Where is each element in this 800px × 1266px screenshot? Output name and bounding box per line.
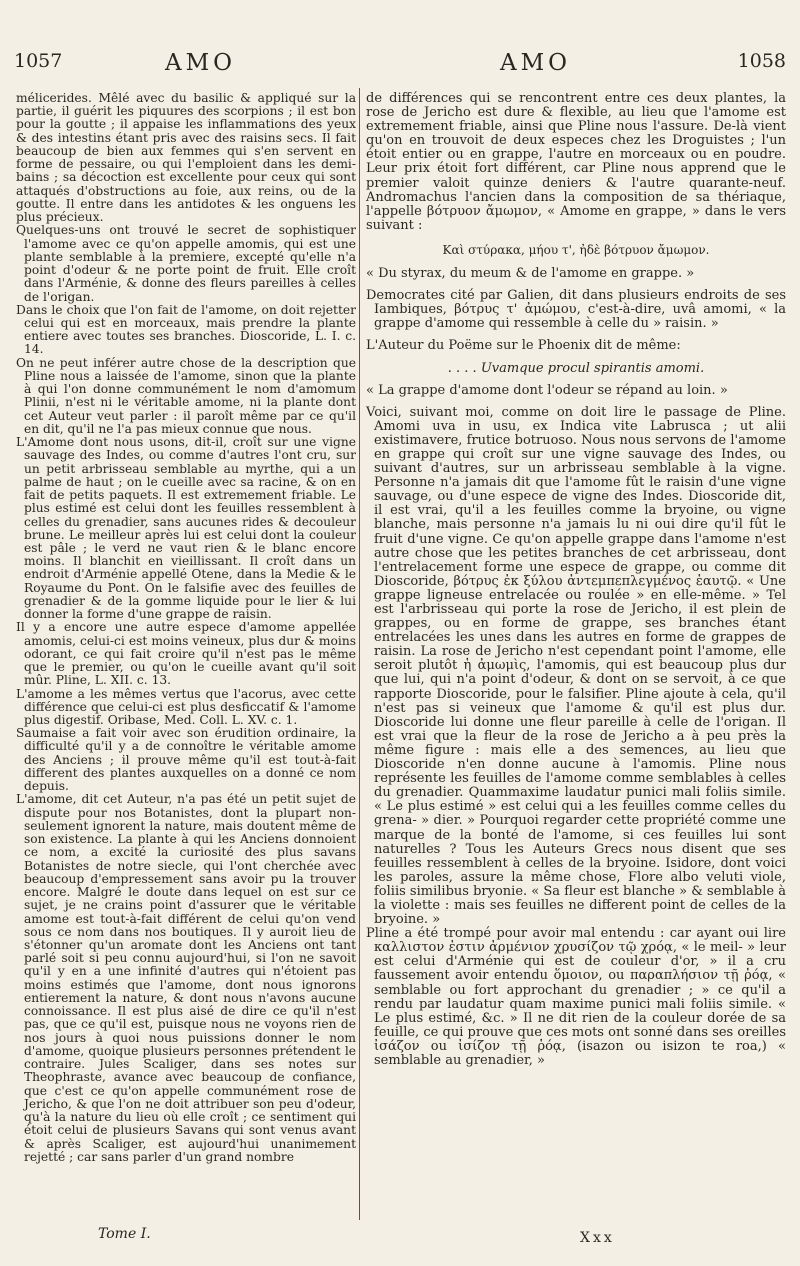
running-head-right: AMO (500, 50, 572, 76)
paragraph: mélicerides. Mêlé avec du basilic & appliqué sur la partie, il guérit les piquures des scorpions ; il est bon pour la goutte ; il appaise les inflammations des yeux & des intestins étant pris avec des raisins secs. Il fait beaucoup de bien aux femmes qui s'en servent en forme de pessaire, ou qui l'emploient dans les demi-bains ; sa décoction est excellente pour ceux qui sont attaqués d'obstructions au foie, aux reins, ou de la goutte. Il entre dans les antidotes & les onguens les plus précieux. (16, 91, 356, 225)
signature-mark: Xxx (580, 1230, 615, 1246)
paragraph: Saumaise a fait voir avec son érudition ordinaire, la difficulté qu'il y a de connoître le véritable amome des Anciens ; il prouve même qu'il est tout-à-fait different des plantes auxquelles on a donné ce nom depuis. (16, 726, 356, 794)
right-column (366, 92, 786, 1068)
page-header (0, 50, 800, 90)
paragraph: On ne peut inférer autre chose de la description que Pline nous a laissée de l'amome, sinon que la plante à qui l'on donne communément le nom d'amomum Plinii, n'est ni le véritable amome, ni la plante dont cet Auteur veut parler : il paroît même par ce qu'il en dit, qu'il ne l'a pas mieux connue que nous. (16, 355, 356, 436)
page-footer (0, 1226, 800, 1256)
paragraph: Democrates cité par Galien, dit dans plusieurs endroits de ses Iambiques, βότρυς τ' ἀμώμου, c'est-à-dire, uvâ amomi, « la grappe d'amome qui ressemble à celle du » raisin. » (366, 288, 786, 332)
latin-verse: . . . . Uvamque procul spirantis amomi. (447, 360, 705, 376)
paragraph: Quelques-uns ont trouvé le secret de sophistiquer l'amome avec ce qu'on appelle amomis, qui est une plante semblable à la premiere, excepté qu'elle n'a point d'odeur & ne porte point de fruit. Elle croît dans l'Arménie, & donne des fleurs pareilles à celles de l'origan. (16, 223, 356, 304)
paragraph: de différences qui se rencontrent entre ces deux plantes, la rose de Jericho est dure & flexible, au lieu que l'amome est extremement friable, ainsi que Pline nous l'assure. De-là vient qu'on en trouvoit de deux especes chez les Droguistes ; l'un étoit entier ou en grappe, l'autre en morceaux ou en poudre. Leur prix étoit fort différent, car Pline nous apprend que le premier valoit quinze deniers & l'autre quarante-neuf. Andromachus l'ancien dans la composition de sa thériaque, l'appelle βότρυον ἄμωμον, « Amome en grappe, » dans le vers suivant : (366, 91, 786, 233)
paragraph: Voici, suivant moi, comme on doit lire le passage de Pline. Amomi uva in usu, ex Indica vite Labrusca ; ut alii existimavere, frutice botruoso. Nous nous servons de l'amome en grappe qui croît sur une vigne sauvage des Indes, ou suivant d'autres, sur un arbrisseau semblable à la vigne. Personne n'a jamais dit que l'amome fût le raisin d'une vigne sauvage, ou d'une espece de vigne des Indes. Dioscoride dit, il est vrai, qu'il a les feuilles comme la bryoine, ou vigne blanche, mais personne n'a jamais lu ni oui dire qu'il fût le fruit d'une vigne. Ce qu'on appelle grappe dans l'amome n'est autre chose que les petites branches de cet arbrisseau, dont l'entrelacement forme une espece de grappe, ou comme dit Dioscoride, βότρυς ἐκ ξύλου ἀντεμπεπλεγμένος ἑαυτῷ. « Une grappe ligneuse entrelacée ou roulée » en elle-même. » Tel est l'arbrisseau qui porte la rose de Jericho, il est plein de grappes, ou en forme de grappe, ses branches étant entrelacées les unes dans les autres en forme de grappes de raisin. La rose de Jericho n'est cependant point l'amome, elle seroit plutôt ἡ ἀμωμὶς, l'amomis, qui est beaucoup plus dur que lui, qui n'a point d'odeur, & dont on se servoit, à ce que rapporte Dioscoride, pour le falsifier. Pline ajoute à cela, qu'il n'est pas si veineux que l'amome & qu'il est plus dur. Dioscoride lui donne une fleur pareille à celle de l'origan. Il est vrai que la fleur de la rose de Jericho a à peu près la même figure : mais elle a des semences, au lieu que Dioscoride n'en donne aucune à l'amomis. Pline nous représente les feuilles de l'amome comme semblables à celles du grenadier. Quammaxime laudatur punici mali foliis simile. « Le plus estimé » est celui qui a les feuilles comme celles du grena- » dier. » Pourquoi regarder cette propriété comme une marque de la bonté de l'amome, si ces feuilles lui sont naturelles ? Tous les Auteurs Grecs nous disent que ses feuilles ressemblent à celles de la bryoine. Isidore, dont voici les paroles, assure la même chose, Flore albo veluti viole, foliis similibus bryonie. « Sa fleur est blanche » & semblable à la violette : mais ses feuilles ne different point de celles de la bryoine. » (366, 404, 786, 928)
paragraph: L'amome, dit cet Auteur, n'a pas été un petit sujet de dispute pour nos Botanistes, dont la plupart non-seulement ignorent la nature, mais doutent même de son existence. La plante à qui les Anciens donnoient ce nom, a excité la curiosité des plus savans Botanistes de notre siecle, qui l'ont cherchée avec beaucoup d'empressement sans avoir pu la trouver encore. Malgré le doute dans lequel on est sur ce sujet, je ne crains point d'assurer que le véritable amome est tout-à-fait différent de celui qu'on vend sous ce nom dans nos boutiques. Il y auroit lieu de s'étonner qu'un aromate dont les Anciens ont tant parlé soit si peu connu aujourd'hui, si l'on ne savoit qu'il y en a une infinité d'autres qui n'étoient pas moins estimés que l'amome, dont nous ignorons entierement la nature, & dont nous n'avons aucune connoissance. Il est plus aisé de dire ce qu'il n'est pas, que ce qu'il est, puisque nous ne voyons rien de nos jours à quoi nous puissions donner le nom d'amome, quoique plusieurs personnes prétendent le contraire. Jules Scaliger, dans ses notes sur Theophraste, avance avec beaucoup de confiance, que c'est ce qu'on appelle communément rose de Jericho, & que l'on ne doit attribuer son peu d'odeur, qu'à la nature du lieu où elle croît ; ce sentiment qui étoit celui de plusieurs Savans qui sont venus avant & après Scaliger, est aujourd'hui unanimement rejetté ; car sans parler d'un grand nombre (16, 792, 356, 1164)
paragraph: Dans le choix que l'on fait de l'amome, on doit rejetter celui qui est en morceaux, mais prendre la plante entiere avec toutes ses branches. Dioscoride, L. I. c. 14. (16, 302, 356, 357)
verse-translation: « La grappe d'amome dont l'odeur se répand au loin. » (366, 382, 728, 398)
volume-label: Tome I. (98, 1226, 151, 1242)
paragraph: L'Amome dont nous usons, dit-il, croît sur une vigne sauvage des Indes, ou comme d'autres l'ont cru, sur un petit arbrisseau semblable au myrthe, qui a un palme de haut ; on le cueille avec sa racine, & on en fait de petits paquets. Il est extremement friable. Le plus estimé est celui dont les feuilles ressemblent à celles du grenadier, sans aucunes rides & decouleur brune. Le meilleur après lui est celui dont la couleur est pâle ; le verd ne vaut rien & le blanc encore moins. Il blanchit en vieillissant. Il croît dans un endroit d'Arménie appellé Otene, dans la Medie & le Royaume du Pont. On le falsifie avec des feuilles de grenadier & de la gomme liquide pour le lier & lui donner la forme d'une grappe de raisin. (16, 435, 356, 622)
verse-translation: « Du styrax, du meum & de l'amome en grappe. » (366, 266, 695, 282)
paragraph: Il y a encore une autre espece d'amome appellée amomis, celui-ci est moins veineux, plus dur & moins odorant, ce qui fait croire qu'il n'est pas le même que le premier, ou qu'on le cueille avant qu'il soit mûr. Pline, L. XII. c. 13. (16, 620, 356, 688)
page-number-right: 1058 (737, 50, 786, 72)
paragraph: Pline a été trompé pour avoir mal entendu : car ayant oui lire καλλιστον ἐστιν ἀρμένιον χρυσίζον τῷ χρόᾳ, « le meil- » leur est celui d'Arménie qui est de couleur d'or, » il a cru faussement avoir entendu ὅμοιον, ou παραπλήσιον τῇ ῥόᾳ, « semblable ou fort approchant du grenadier ; » ce qu'il a rendu par laudatur quam maxime punici mali foliis simile. « Le plus estimé, &c. » Il ne dit rien de la couleur dorée de sa feuille, ce qui prouve que ces mots ont sonné dans ses oreilles ἰσάζον ou ἰσίζον τῇ ῥόᾳ, (isazon ou isizon te roa,) « semblable au grenadier, » (366, 926, 786, 1068)
paragraph: L'Auteur du Poëme sur le Phoenix dit de même: (366, 338, 681, 354)
running-head-left: AMO (165, 50, 237, 76)
paragraph: L'amome a les mêmes vertus que l'acorus, avec cette différence que celui-ci est plus desficcatif & l'amome plus digestif. Oribase, Med. Coll. L. XV. c. 1. (16, 686, 356, 728)
left-column (16, 92, 356, 1164)
page-number-left: 1057 (14, 50, 63, 72)
column-divider (359, 88, 360, 1220)
greek-verse: Καὶ στύρακα, μήου τ', ἠδὲ βότρυον ἄμωμον. (442, 242, 710, 257)
